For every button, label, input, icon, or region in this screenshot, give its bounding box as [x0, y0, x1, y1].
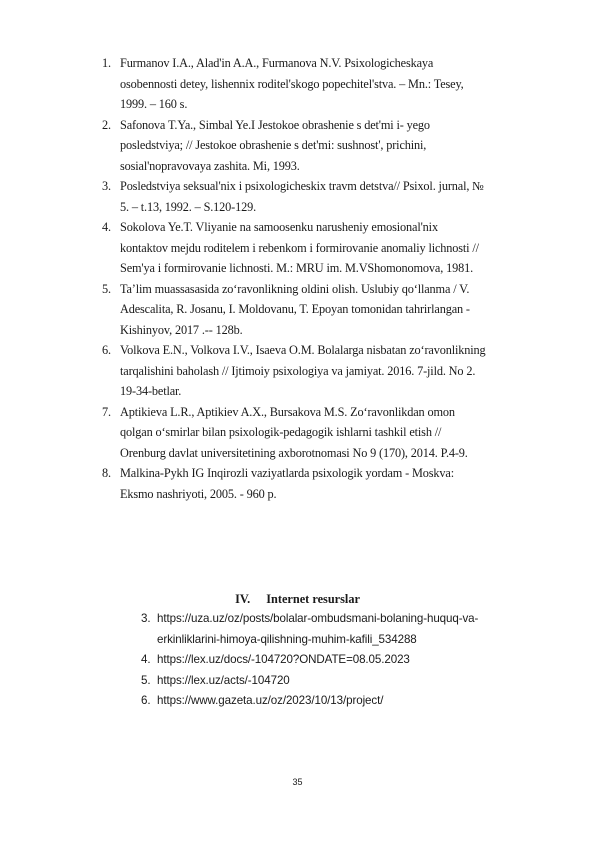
reference-line: Furmanov I.A., Alad'in A.A., Furmanova N.V. Psixologicheskaya: [120, 56, 434, 70]
resource-number: 6.: [141, 694, 151, 708]
reference-number: 6.: [102, 343, 111, 357]
reference-line: 1999. – 160 s.: [120, 97, 188, 111]
reference-number: 1.: [102, 56, 111, 70]
resource-url-line: https://www.gazeta.uz/oz/2023/10/13/project/: [157, 694, 384, 708]
resource-url-line: https://uza.uz/oz/posts/bolalar-ombudsmani-bolaning-huquq-va-: [157, 612, 479, 625]
page-number: 35: [292, 777, 303, 787]
reference-item: [98, 53, 558, 115]
reference-line: Orenburg davlat universitetining axborotnomasi No 9 (170), 2014. P.4-9.: [120, 445, 468, 460]
reference-number: 8.: [102, 466, 111, 480]
reference-line: sosial'nopravovaya zashita. Mi, 1993.: [120, 158, 300, 173]
reference-item: [98, 115, 558, 177]
reference-line: osobennosti detey, lishennix roditel'skogo popechitel'stva. – Mn.: Tesey,: [120, 76, 464, 91]
section-number: IV.: [235, 592, 251, 606]
reference-line: Eksmo nashriyoti, 2005. - 960 p.: [120, 486, 277, 501]
reference-line: Volkova E.N., Volkova I.V., Isaeva O.M. Bolalarga nisbatan zo‘ravonlikning: [120, 343, 486, 357]
reference-number: 5.: [102, 281, 111, 296]
resource-item: [139, 691, 559, 712]
reference-item: [98, 402, 558, 464]
reference-number: 3.: [102, 179, 111, 193]
section-heading: [0, 589, 595, 610]
reference-line: Kishinyov, 2017 .-- 128b.: [120, 322, 243, 337]
resource-number: 5.: [141, 673, 151, 687]
reference-item: [98, 217, 558, 279]
reference-number: 7.: [102, 404, 111, 419]
reference-line: Aptikieva L.R., Aptikiev A.X., Bursakova M.S. Zo‘ravonlikdan omon: [120, 404, 455, 419]
reference-line: Malkina-Pykh IG Inqirozli vaziyatlarda psixologik yordam - Moskva:: [120, 466, 454, 480]
resource-item: [139, 650, 559, 671]
reference-line: qolgan o‘smirlar bilan psixologik-pedagogik ishlarni tashkil etish //: [120, 425, 442, 439]
resource-item: [139, 671, 559, 692]
reference-line: Posledstviya seksual'nix i psixologicheskix travm detstva// Psixol. jurnal, №: [120, 179, 484, 193]
internet-resource-list: [139, 609, 559, 712]
reference-item: [98, 176, 558, 217]
reference-line: tarqalishini baholash // Ijtimoiy psixologiya va jamiyat. 2016. 7-jild. No 2.: [120, 363, 476, 378]
reference-line: Adescalita, R. Josanu, I. Moldovanu, T. Epoyan tomonidan tahrirlangan -: [120, 302, 470, 316]
reference-number: 4.: [102, 220, 111, 234]
reference-line: Safonova T.Ya., Simbal Ye.I Jestokoe obrashenie s det'mi i- yego: [120, 117, 430, 132]
reference-list: [98, 53, 558, 504]
reference-item: [98, 340, 558, 402]
reference-line: 19-34-betlar.: [120, 384, 182, 398]
reference-line: Ta’lim muassasasida zo‘ravonlikning oldini olish. Uslubiy qo‘llanma / V.: [120, 281, 470, 296]
reference-line: posledstviya; // Jestokoe obrashenie s det'mi: sushnost', prichini,: [120, 138, 427, 152]
section-title: Internet resurslar: [266, 592, 360, 606]
reference-item: [98, 463, 558, 504]
reference-item: [98, 279, 558, 341]
reference-line: 5. – t.13, 1992. – S.120-129.: [120, 199, 257, 214]
resource-number: 3.: [141, 612, 151, 625]
reference-line: kontaktov mejdu roditelem i rebenkom i formirovanie anomaliy lichnosti //: [120, 240, 479, 255]
resource-url-line: erkinliklarini-himoya-qilishning-muhim-kafili_534288: [157, 632, 417, 646]
reference-line: Sem'ya i formirovanie lichnosti. M.: MRU im. M.VShomonomova, 1981.: [120, 261, 474, 275]
resource-url-line: https://lex.uz/acts/-104720: [157, 673, 290, 687]
resource-number: 4.: [141, 653, 151, 667]
resource-item: [139, 609, 559, 650]
reference-line: Sokolova Ye.T. Vliyanie na samoosenku narusheniy emosional'nix: [120, 220, 438, 234]
resource-url-line: https://lex.uz/docs/-104720?ONDATE=08.05.2023: [157, 653, 410, 667]
reference-number: 2.: [102, 117, 111, 132]
